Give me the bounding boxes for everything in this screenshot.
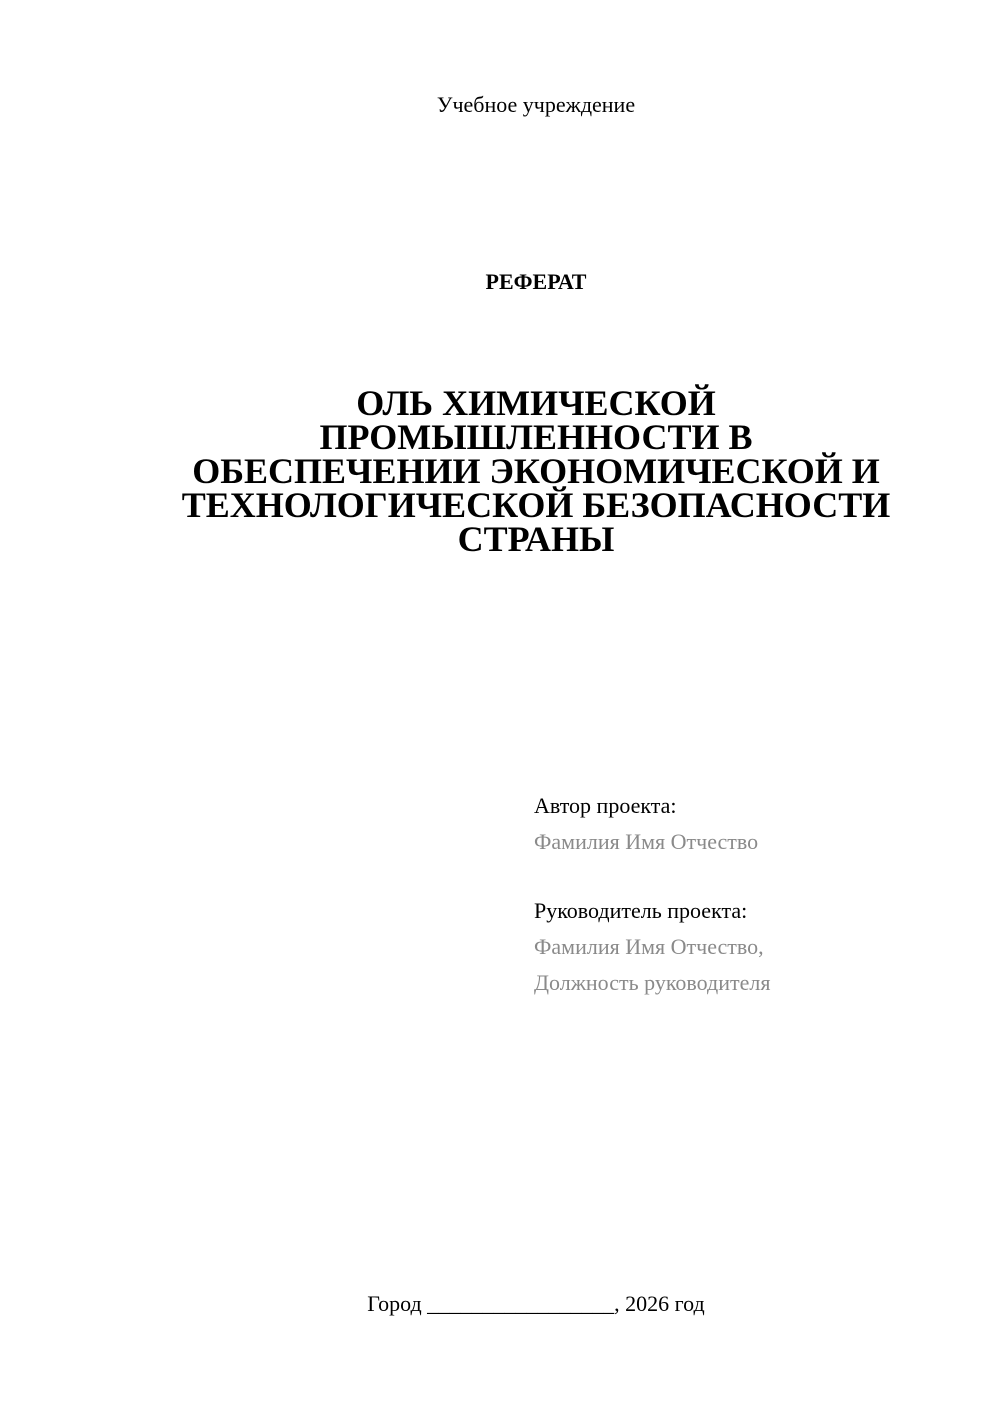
title-line: СТРАНЫ — [457, 519, 615, 559]
title-line: ПРОМЫШЛЕННОСТИ В — [319, 417, 753, 457]
document-title — [140, 383, 932, 559]
author-name: Фамилия Имя Отчество — [534, 829, 759, 854]
document-type: РЕФЕРАТ — [485, 269, 587, 294]
supervisor-position: Должность руководителя — [534, 970, 771, 995]
supervisor-name: Фамилия Имя Отчество, — [534, 934, 764, 959]
institution-name: Учебное учреждение — [436, 92, 636, 117]
supervisor-label: Руководитель проекта: — [534, 898, 748, 923]
author-label: Автор проекта: — [534, 793, 677, 818]
title-line: ОБЕСПЕЧЕНИИ ЭКОНОМИЧЕСКОЙ И — [192, 451, 880, 491]
title-line: ТЕХНОЛОГИЧЕСКОЙ БЕЗОПАСНОСТИ — [181, 485, 891, 525]
author-block — [534, 788, 974, 860]
title-line: ОЛЬ ХИМИЧЕСКОЙ — [356, 383, 716, 423]
supervisor-block — [534, 893, 974, 1001]
city-year-footer: Город _________________, 2026 год — [367, 1291, 705, 1316]
